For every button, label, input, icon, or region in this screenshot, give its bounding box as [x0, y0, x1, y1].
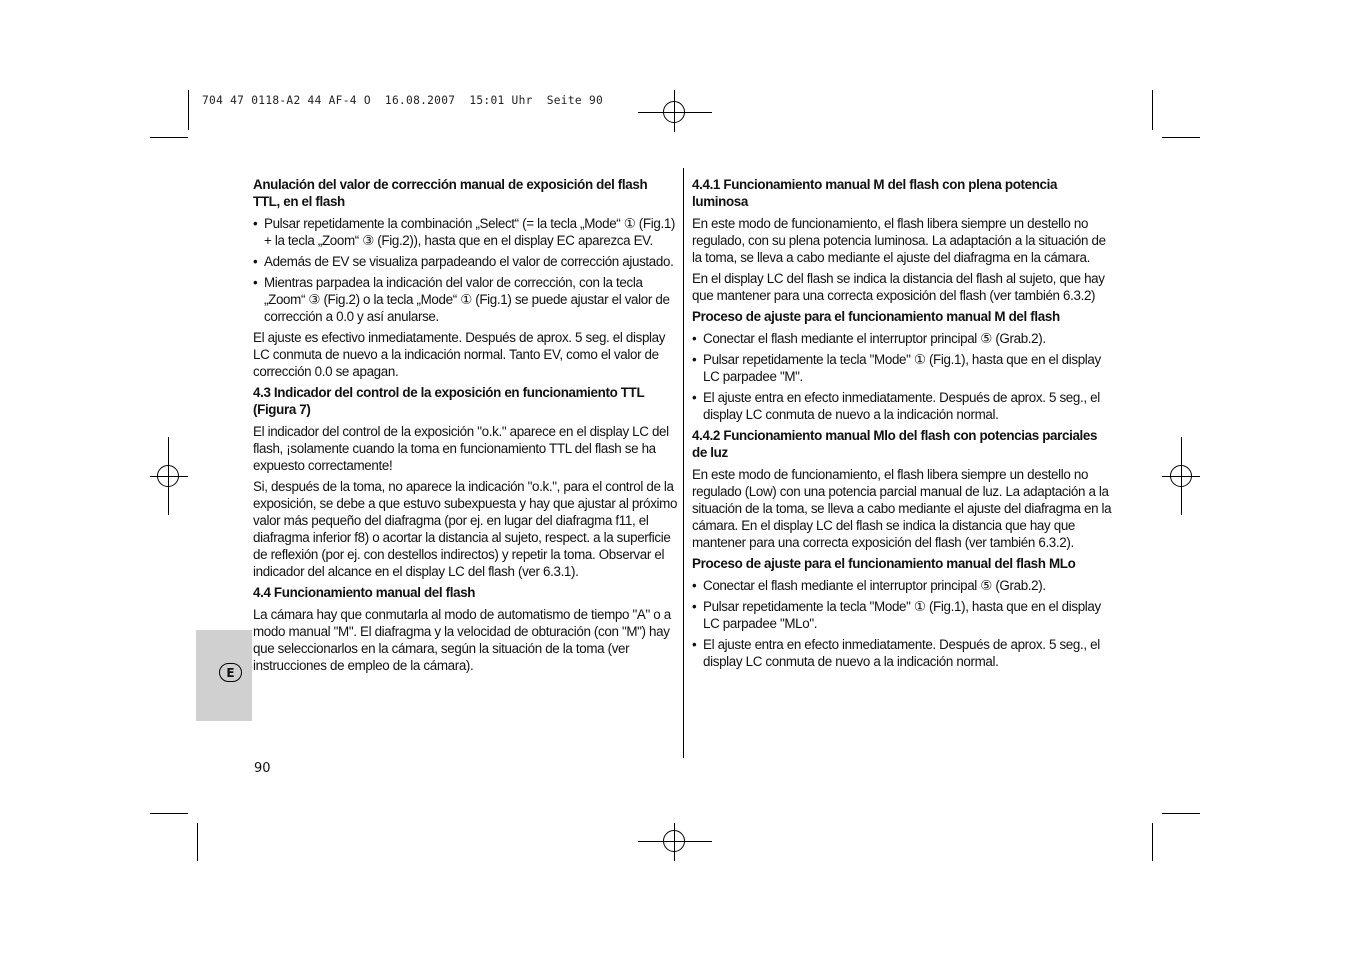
- crop-mark: [197, 823, 198, 861]
- right-column: [692, 176, 1114, 674]
- language-badge: E: [219, 663, 242, 682]
- crop-mark: [150, 813, 188, 814]
- crop-mark: [1162, 137, 1200, 138]
- print-header: 704 47 0118-A2 44 AF-4 O 16.08.2007 15:01 Uhr Seite 90: [202, 94, 604, 107]
- bullet-item: • Además de EV se visualiza parpadeando el valor de corrección ajustado.: [253, 253, 678, 270]
- bullet-item: • Pulsar repetidamente la tecla "Mode" ① (Fig.1), hasta que en el display LC parpadee "M".: [692, 351, 1114, 385]
- crop-mark: [1152, 90, 1153, 130]
- paragraph: El indicador del control de la exposición "o.k." aparece en el display LC del flash, ¡solamente cuando la toma en funcionamiento TTL del flash se ha expuesto correctamente!: [253, 424, 669, 473]
- section-heading: 4.4.2 Funcionamiento manual Mlo del flash con potencias parciales de luz: [692, 428, 1098, 460]
- bullet-item: • Pulsar repetidamente la tecla "Mode" ① (Fig.1), hasta que en el display LC parpadee "MLo".: [692, 598, 1114, 632]
- crop-mark: [1162, 813, 1200, 814]
- paragraph: Si, después de la toma, no aparece la indicación "o.k.", para el control de la exposición, se debe a que estuvo subexpuesta y hay que ajustar al próximo valor más pequeño del diafragma (por ej. en lugar del diafragma f11, el diafragma inferior f8) o acortar la distancia al sujeto, respect. a la superficie de reflexión (por ej. con destellos indirectos) y repetir la toma. Observar el indicador del alcance en el display LC del flash (ver 6.3.1).: [253, 479, 678, 579]
- paragraph: El ajuste es efectivo inmediatamente. Después de aprox. 5 seg. el display LC conmuta de nuevo a la indicación normal. Tanto EV, como el valor de corrección 0.0 se apagan.: [253, 330, 666, 379]
- bullet-item: • Conectar el flash mediante el interruptor principal ⑤ (Grab.2).: [692, 330, 1114, 347]
- crop-mark: [150, 137, 188, 138]
- page-number: 90: [254, 761, 271, 776]
- section-heading: Proceso de ajuste para el funcionamiento manual M del flash: [692, 309, 1060, 324]
- paragraph: En el display LC del flash se indica la distancia del flash al sujeto, que hay que mantener para una correcta exposición del flash (ver también 6.3.2): [692, 271, 1105, 303]
- bullet-item: • Mientras parpadea la indicación del valor de corrección, con la tecla „Zoom“ ③ (Fig.2) o la tecla „Mode“ ① (Fig.1) se puede ajustar el valor de corrección a 0.0 y así anularse.: [253, 274, 678, 325]
- paragraph: En este modo de funcionamiento, el flash libera siempre un destello no regulado (Low) con una potencia parcial manual de luz. La adaptación a la situación de la toma, se lleva a cabo mediante el ajuste del diafragma en la cámara. En el display LC del flash se indica la distancia que hay que mantener para una correcta exposición del flash (ver también 6.3.2).: [692, 467, 1112, 550]
- section-heading: 4.3 Indicador del control de la exposición en funcionamiento TTL (Figura 7): [253, 385, 645, 417]
- bullet-list: [253, 215, 678, 325]
- bullet-item: • Conectar el flash mediante el interruptor principal ⑤ (Grab.2).: [692, 577, 1114, 594]
- bullet-list: [692, 330, 1114, 423]
- left-column: [253, 176, 678, 678]
- paragraph: En este modo de funcionamiento, el flash libera siempre un destello no regulado, con su plena potencia luminosa. La adaptación a la situación de la toma, se lleva a cabo mediante el ajuste del diafragma en la cámara.: [692, 216, 1106, 265]
- section-heading: Proceso de ajuste para el funcionamiento manual del flash MLo: [692, 556, 1076, 571]
- paragraph: La cámara hay que conmutarla al modo de automatismo de tiempo "A" o a modo manual "M". El diafragma y la velocidad de obturación (con "M") hay que seleccionarlos en la cámara, según la situación de la toma (ver instrucciones de empleo de la cámara).: [253, 607, 671, 673]
- bullet-item: • El ajuste entra en efecto inmediatamente. Después de aprox. 5 seg., el display LC conmuta de nuevo a la indicación normal.: [692, 636, 1114, 670]
- column-divider: [683, 168, 684, 758]
- section-heading: Anulación del valor de corrección manual de exposición del flash TTL, en el flash: [253, 177, 648, 209]
- section-heading: 4.4.1 Funcionamiento manual M del flash con plena potencia luminosa: [692, 177, 1058, 209]
- crop-mark: [188, 90, 189, 130]
- bullet-list: [692, 577, 1114, 670]
- crop-mark: [1152, 823, 1153, 861]
- section-heading: 4.4 Funcionamiento manual del flash: [253, 585, 476, 600]
- bullet-item: • Pulsar repetidamente la combinación „Select“ (= la tecla „Mode“ ① (Fig.1) + la tecla „Zoom“ ③ (Fig.2)), hasta que en el display EC aparezca EV.: [253, 215, 678, 249]
- bullet-item: • El ajuste entra en efecto inmediatamente. Después de aprox. 5 seg., el display LC conmuta de nuevo a la indicación normal.: [692, 389, 1114, 423]
